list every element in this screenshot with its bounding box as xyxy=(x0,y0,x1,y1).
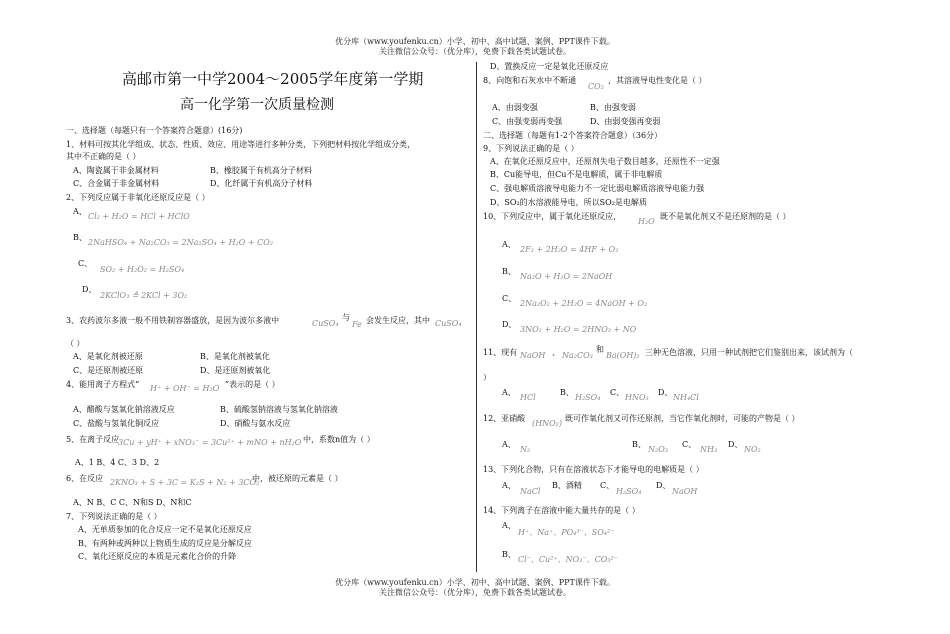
q7-option-c: C、氧化还原反应的本质是元素化合价的升降 xyxy=(78,552,237,561)
header-line-1: 优分库（www.youfenku.cn）小学、初中、高中试题、案例、PPT课件下载。 xyxy=(335,37,615,46)
q6-options: A、N B、C C、N和S D、N和C xyxy=(73,498,192,507)
q11-sep-2: 和 xyxy=(596,345,604,354)
q9-option-b: B、Cu能导电，但Cu不是电解质，属于非电解质 xyxy=(490,170,663,179)
q2-option-a-formula: Cl₂ + H₂O = HCl + HClO xyxy=(88,212,190,221)
q3-formula-3: CuSO₄ xyxy=(435,319,462,328)
q6-formula: 2KNO₃ + S + 3C = K₂S + N₂ + 3CO₂ xyxy=(110,478,260,487)
q10-stem-b: 既不是氧化剂又不是还原剂的是（ ） xyxy=(660,212,791,221)
q9-option-d: D、SO₂的水溶液能导电，所以SO₂是电解质 xyxy=(490,198,647,207)
q4-stem-b: ”表示的是（ ） xyxy=(225,380,280,389)
q4-option-d: D、硝酸与氨水反应 xyxy=(220,419,291,428)
exam-subtitle: 高一化学第一次质量检测 xyxy=(180,97,334,113)
q3-formula-1: CuSO₄ xyxy=(312,319,339,328)
q5-stem-b: 中，系数n值为（ ） xyxy=(303,435,375,444)
footer-line-1: 优分库（www.youfenku.cn）小学、初中、高中试题、案例、PPT课件下载。 xyxy=(335,578,615,587)
q10-option-d-label: D、 xyxy=(502,320,517,329)
q11-option-b-formula: H₂SO₄ xyxy=(575,393,601,402)
q2-option-c-formula: SO₂ + H₂O₂ = H₂SO₄ xyxy=(100,265,185,274)
q7-option-a: A、无单质参加的化合反应一定不是氧化还原反应 xyxy=(78,525,252,534)
q11-option-c-label: C、 xyxy=(610,388,625,397)
q3-stem-a: 3、农药波尔多液一般不用铁制容器盛放，是因为波尔多液中 xyxy=(66,316,280,325)
q3-option-b: B、是氧化剂被氧化 xyxy=(200,352,270,361)
q12-option-a-label: A、 xyxy=(502,440,516,449)
q12-option-c-label: C、 xyxy=(682,440,697,449)
q5-options: A、1 B、4 C、3 D、2 xyxy=(75,458,160,467)
q11-formula-2: Na₂CO₃ xyxy=(562,351,593,360)
q11-option-b-label: B、 xyxy=(560,388,574,397)
q4-option-a: A、醋酸与氢氧化钠溶液反应 xyxy=(73,405,175,414)
section-2-heading: 二、选择题（每题有1-2个答案符合题意）（36分） xyxy=(483,131,663,140)
q13-option-d-formula: NaOH xyxy=(672,487,698,496)
column-divider xyxy=(476,62,477,572)
q8-option-c: C、由强变弱再变强 xyxy=(492,117,563,126)
q10-formula: H₂O xyxy=(638,217,655,226)
q10-option-a-label: A、 xyxy=(502,240,516,249)
q2-option-a-label: A、 xyxy=(73,207,87,216)
q7-option-d: D、置换反应一定是氧化还原反应 xyxy=(490,62,609,71)
q10-option-c-formula: 2Na₂O₂ + 2H₂O = 4NaOH + O₂ xyxy=(520,299,648,308)
q11-option-a-formula: HCl xyxy=(520,393,536,402)
q1-option-d: D、化纤属于有机高分子材料 xyxy=(210,179,313,188)
q14-option-a-label: A、 xyxy=(502,521,516,530)
q13-option-d-label: D、 xyxy=(656,481,671,490)
q5-stem-a: 5、在离子反应 xyxy=(66,435,120,444)
q2-option-b-formula: 2NaHSO₄ + Na₂CO₃ = 2Na₂SO₄ + H₂O + CO₂ xyxy=(88,238,274,247)
q12-option-c-formula: NH₃ xyxy=(700,445,718,454)
q1-option-a: A、陶瓷属于非金属材料 xyxy=(73,166,159,175)
q8-option-a: A、由弱变强 xyxy=(492,103,538,112)
q14-option-a-formula: H⁺、Na⁺、PO₄³⁻、SO₄²⁻ xyxy=(518,528,615,537)
q3-stem-c: （ ） xyxy=(66,339,85,348)
q2-option-c-label: C、 xyxy=(78,259,93,268)
q11-option-d-label: D、 xyxy=(658,388,673,397)
q11-stem-c: ） xyxy=(483,373,491,382)
q10-option-a-formula: 2F₂ + 2H₂O = 4HF + O₂ xyxy=(520,245,619,254)
q10-option-b-label: B、 xyxy=(502,267,516,276)
q3-option-d: D、是还原剂被氧化 xyxy=(200,366,271,375)
q10-stem-a: 10、下列反应中，属于氧化还原反应， xyxy=(483,212,622,221)
q4-option-b: B、硫酸氢钠溶液与氢氧化钠溶液 xyxy=(220,405,338,414)
header-line-2: 关注微信公众号：（优分库），免费下载各类试题试卷。 xyxy=(379,47,571,56)
q8-option-b: B、由强变弱 xyxy=(590,103,636,112)
q14-stem: 14、下列离子在溶液中能大量共存的是（ ） xyxy=(483,506,640,515)
q4-stem-a: 4、能用离子方程式“ xyxy=(66,380,140,389)
q3-stem-mid: 与 xyxy=(342,313,350,322)
q8-stem-a: 8、向饱和石灰水中不断通 xyxy=(483,76,577,85)
q2-stem: 2、下列反应属于非氧化还原反应是（ ） xyxy=(66,193,210,202)
q13-stem: 13、下列化合物，只有在溶液状态下才能导电的电解质是（ ） xyxy=(483,465,704,474)
q13-option-c-formula: H₂SO₄ xyxy=(616,487,642,496)
q9-stem: 9、下列说法正确的是（ ） xyxy=(483,144,579,153)
q12-option-b-label: B、 xyxy=(632,440,646,449)
q9-option-a: A、在氧化还原反应中，还原剂失电子数目越多，还原性不一定强 xyxy=(490,157,720,166)
q5-formula: 3Cu + yH⁺ + xNO₃⁻ = 3Cu²⁺ + mNO + nH₂O xyxy=(118,438,302,447)
q12-option-d-label: D、 xyxy=(728,440,743,449)
q12-formula: (HNO₂) xyxy=(532,419,562,428)
q10-option-c-label: C、 xyxy=(502,294,517,303)
section-1-heading: 一、选择题（每题只有一个答案符合题意）(16分) xyxy=(66,126,243,135)
q11-sep-1: 、 xyxy=(552,348,560,357)
q11-option-a-label: A、 xyxy=(502,388,516,397)
q11-option-d-formula: NH₄Cl xyxy=(673,393,699,402)
footer-line-2: 关注微信公众号：（优分库），免费下载各类试题试卷。 xyxy=(379,588,571,597)
q12-option-a-formula: N₂ xyxy=(520,445,531,454)
q11-option-c-formula: HNO₃ xyxy=(625,393,649,402)
q6-stem-a: 6、在反应 xyxy=(66,474,104,483)
q3-option-a: A、是氧化剂被还原 xyxy=(73,352,143,361)
q7-option-b: B、有两种或两种以上物质生成的反应是分解反应 xyxy=(78,539,252,548)
q1-stem-line-1: 1、材料可按其化学组成、状态、性质、效应、用途等进行多种分类，下列把材料按化学组成分类， xyxy=(66,140,416,149)
q1-option-b: B、橡胶属于有机高分子材料 xyxy=(210,166,312,175)
q13-option-a-label: A、 xyxy=(502,481,516,490)
q7-stem: 7、下列说法正确的是（ ） xyxy=(66,512,162,521)
q13-option-b: B、酒精 xyxy=(552,481,582,490)
q9-option-c: C、强电解质溶液导电能力不一定比弱电解质溶液导电能力强 xyxy=(490,184,705,193)
q4-option-c: C、盐酸与氢氧化铜反应 xyxy=(73,419,160,428)
q2-option-d-label: D、 xyxy=(82,285,97,294)
q2-option-b-label: B、 xyxy=(73,233,87,242)
q1-stem-line-2: 其中不正确的是（ ） xyxy=(66,152,141,161)
q13-option-a-formula: NaCl xyxy=(520,487,541,496)
q10-option-d-formula: 3NO₂ + H₂O = 2HNO₃ + NO xyxy=(520,325,637,334)
q6-stem-b: 中，被还原的元素是（ ） xyxy=(252,474,343,483)
q3-option-c: C、是还原剂被还原 xyxy=(73,366,144,375)
q14-option-b-formula: Cl⁻、Cu²⁺、NO₃⁻、CO₃²⁻ xyxy=(518,555,618,564)
q3-formula-2: Fe xyxy=(352,320,362,329)
exam-title: 高邮市第一中学2004～2005学年度第一学期 xyxy=(122,70,424,88)
q13-option-c-label: C、 xyxy=(600,481,615,490)
q12-stem-a: 12、亚硝酸 xyxy=(483,414,526,423)
q2-option-d-formula: 2KClO₃ ≜ 2KCl + 3O₂ xyxy=(100,291,188,300)
q8-stem-b: ，其溶液导电性变化是（ ） xyxy=(608,76,707,85)
q12-option-d-formula: NO₂ xyxy=(744,445,761,454)
q10-option-b-formula: Na₂O + H₂O = 2NaOH xyxy=(520,272,613,281)
q8-formula: CO₂ xyxy=(588,82,604,91)
q12-option-b-formula: N₂O₃ xyxy=(648,445,668,454)
q1-option-c: C、合金属于非金属材料 xyxy=(73,179,160,188)
q11-formula-1: NaOH xyxy=(520,351,546,360)
q4-formula: H⁺ + OH⁻ = H₂O xyxy=(150,384,220,393)
q8-option-d: D、由弱变强再变弱 xyxy=(590,117,661,126)
q14-option-b-label: B、 xyxy=(502,550,516,559)
q12-stem-b: 既可作氧化剂又可作还原剂，当它作氧化剂时，可能的产物是（ ） xyxy=(565,414,800,423)
q11-formula-3: Ba(OH)₂ xyxy=(606,351,640,360)
q11-stem-a: 11、现有 xyxy=(483,348,518,357)
q3-stem-b: 会发生反应，其中 xyxy=(366,316,430,325)
q11-stem-b: 三种无色溶液，只用一种试剂把它们鉴别出来，该试剂为（ xyxy=(645,348,853,357)
